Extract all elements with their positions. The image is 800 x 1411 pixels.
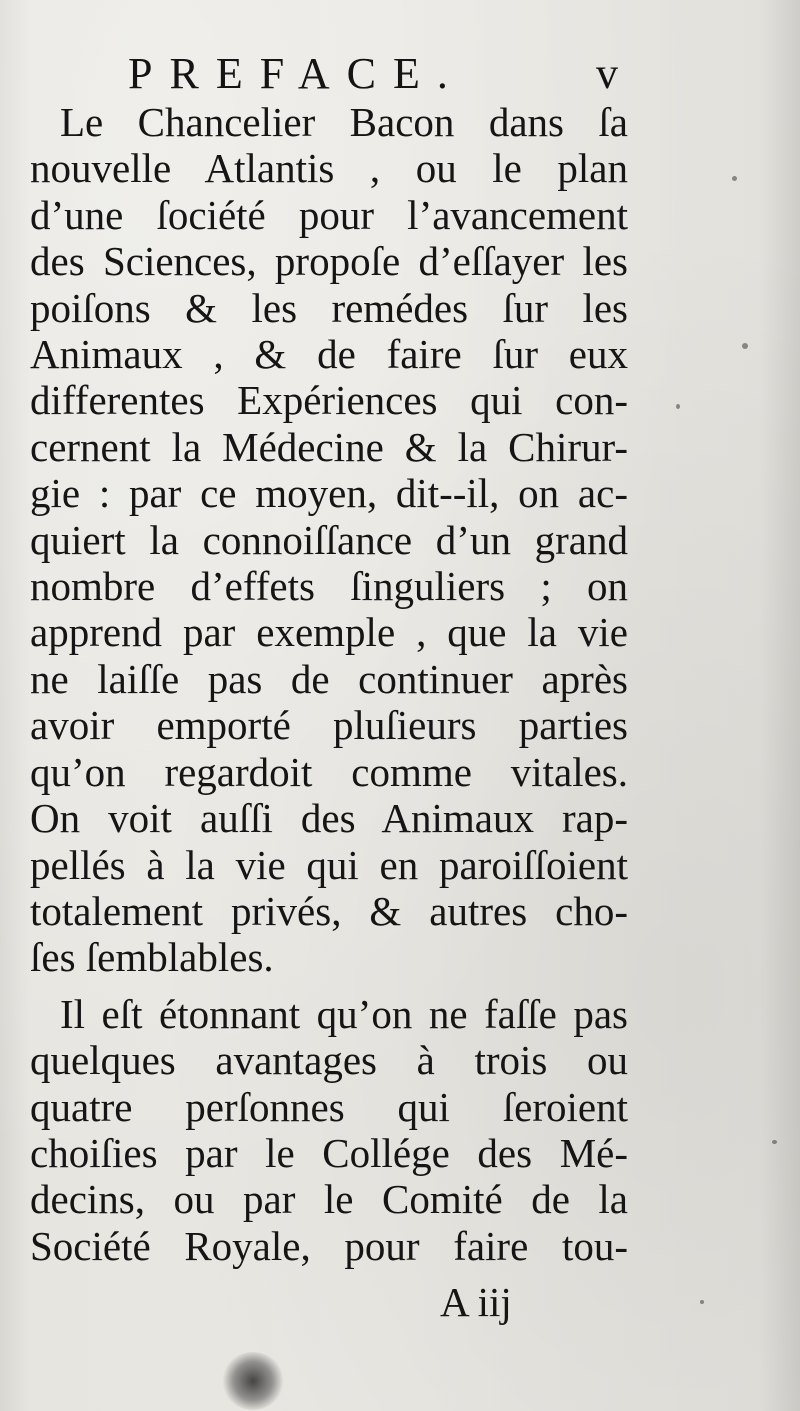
text-line: gie : par ce moyen, dit--il, on ac-: [30, 470, 628, 517]
text-line: Société Royale, pour faire tou-: [30, 1222, 628, 1269]
text-line: quatre perſonnes qui ſeroient: [30, 1083, 628, 1130]
paper-speck: [676, 404, 680, 409]
text-line: decins, ou par le Comité de la: [30, 1176, 628, 1223]
paper-speck: [742, 343, 748, 349]
paper-speck: [732, 176, 737, 181]
page-number: v: [596, 49, 618, 98]
ink-smudge: [222, 1352, 284, 1410]
text-line: cernent la Médecine & la Chirur-: [30, 423, 628, 470]
page-title: PREFACE.: [128, 49, 465, 98]
text-line: quiert la connoiſſance d’un grand: [30, 516, 628, 563]
text-line: nombre d’effets ſinguliers ; on: [30, 563, 628, 610]
text-line: apprend par exemple , que la vie: [30, 609, 628, 656]
paper-speck: [700, 1300, 704, 1304]
paragraph-1: [30, 99, 628, 981]
text-line: On voit auſſi des Animaux rap-: [30, 795, 628, 842]
text-line: Il eſt étonnant qu’on ne faſſe pas: [60, 990, 628, 1037]
signature-mark: A iij: [440, 1279, 512, 1325]
text-line: d’une ſociété pour l’avancement: [30, 191, 628, 238]
running-head: [0, 46, 800, 106]
text-line: quelques avantages à trois ou: [30, 1037, 628, 1084]
text-line: differentes Expériences qui con-: [30, 377, 628, 424]
text-line: qu’on regardoit comme vitales.: [30, 748, 628, 795]
body-text: [30, 99, 628, 1269]
text-line: ſes ſemblables.: [30, 934, 274, 981]
text-line: poiſons & les remédes ſur les: [30, 284, 628, 331]
text-line: Animaux , & de faire ſur eux: [30, 331, 628, 378]
paper-speck: [772, 1140, 777, 1144]
text-line: avoir emporté pluſieurs parties: [30, 702, 628, 749]
text-line: Le Chancelier Bacon dans ſa: [60, 99, 628, 145]
text-line: des Sciences, propoſe d’eſſayer les: [30, 238, 628, 285]
text-line: pellés à la vie qui en paroiſſoient: [30, 841, 628, 888]
paragraph-2: [30, 991, 628, 1269]
text-line: totalement privés, & autres cho-: [30, 887, 628, 934]
text-line: ne laiſſe pas de continuer après: [30, 655, 628, 702]
text-line: nouvelle Atlantis , ou le plan: [30, 145, 628, 192]
text-line: choiſies par le Collége des Mé-: [30, 1129, 628, 1176]
